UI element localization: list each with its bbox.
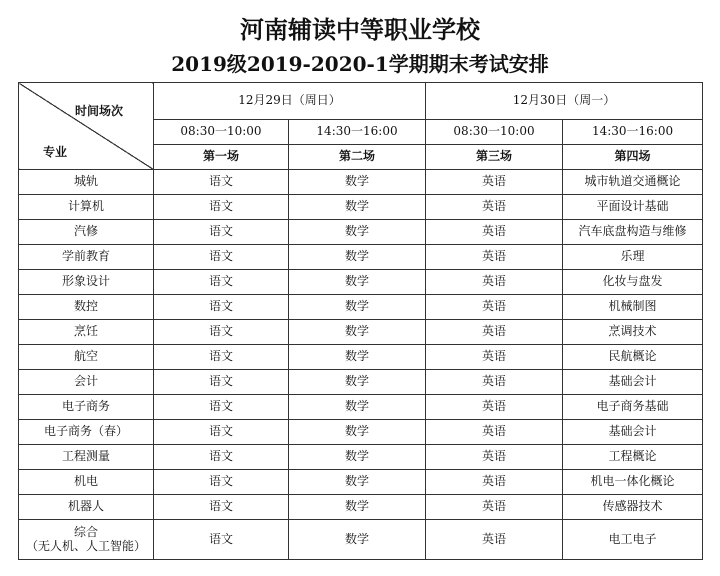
exam-cell: 语文 [154, 320, 289, 345]
exam-cell: 数学 [289, 420, 426, 445]
exam-cell: 英语 [426, 220, 563, 245]
major-cell: 计算机 [19, 195, 154, 220]
exam-cell: 数学 [289, 520, 426, 560]
page-subtitle: 2019级2019-2020-1学期期末考试安排 [171, 52, 549, 76]
exam-cell: 乐理 [563, 245, 703, 270]
exam-cell: 英语 [426, 320, 563, 345]
table-row [19, 270, 703, 295]
exam-cell: 语文 [154, 420, 289, 445]
header-time-3: 08:30一10:00 [426, 120, 563, 145]
exam-cell: 数学 [289, 170, 426, 195]
major-cell: 形象设计 [19, 270, 154, 295]
header-session-2: 第二场 [289, 145, 426, 170]
major-cell: 航空 [19, 345, 154, 370]
major-cell: 电子商务 [19, 395, 154, 420]
exam-cell: 数学 [289, 245, 426, 270]
exam-cell: 英语 [426, 195, 563, 220]
exam-cell: 数学 [289, 320, 426, 345]
header-corner-cell [19, 83, 154, 170]
exam-cell: 工程概论 [563, 445, 703, 470]
exam-cell: 语文 [154, 295, 289, 320]
header-time-2: 14:30一16:00 [289, 120, 426, 145]
major-note: （无人机、人工智能） [25, 538, 146, 553]
exam-cell: 汽车底盘构造与维修 [563, 220, 703, 245]
table-row [19, 245, 703, 270]
table-row [19, 170, 703, 195]
exam-cell: 英语 [426, 495, 563, 520]
exam-cell: 语文 [154, 170, 289, 195]
exam-cell: 传感器技术 [563, 495, 703, 520]
table-row [19, 395, 703, 420]
table-row [19, 495, 703, 520]
exam-cell: 数学 [289, 395, 426, 420]
exam-cell: 语文 [154, 270, 289, 295]
exam-cell: 英语 [426, 395, 563, 420]
exam-cell: 英语 [426, 470, 563, 495]
table-row [19, 445, 703, 470]
table-row [19, 295, 703, 320]
table-row [19, 195, 703, 220]
exam-cell: 平面设计基础 [563, 195, 703, 220]
exam-cell: 英语 [426, 345, 563, 370]
table-row [19, 520, 703, 560]
header-time-4: 14:30一16:00 [563, 120, 703, 145]
exam-cell: 电工电子 [563, 520, 703, 560]
exam-cell: 语文 [154, 495, 289, 520]
exam-cell: 英语 [426, 445, 563, 470]
major-cell: 烹饪 [19, 320, 154, 345]
header-session-1: 第一场 [154, 145, 289, 170]
exam-cell: 数学 [289, 195, 426, 220]
header-date-1: 12月29日（周日） [154, 83, 426, 120]
header-corner-major-label: 专业 [43, 144, 68, 159]
exam-cell: 语文 [154, 445, 289, 470]
major-cell: 会计 [19, 370, 154, 395]
major-cell: 城轨 [19, 170, 154, 195]
header-session-3: 第三场 [426, 145, 563, 170]
exam-cell: 数学 [289, 445, 426, 470]
exam-cell: 语文 [154, 345, 289, 370]
exam-cell: 语文 [154, 470, 289, 495]
major-cell: 数控 [19, 295, 154, 320]
exam-cell: 数学 [289, 295, 426, 320]
table-row [19, 420, 703, 445]
exam-cell: 机械制图 [563, 295, 703, 320]
exam-cell: 烹调技术 [563, 320, 703, 345]
exam-cell: 化妆与盘发 [563, 270, 703, 295]
exam-cell: 数学 [289, 270, 426, 295]
exam-schedule-table [18, 82, 703, 560]
exam-cell: 民航概论 [563, 345, 703, 370]
exam-cell: 数学 [289, 345, 426, 370]
page-title: 河南辅读中等职业学校 [240, 15, 480, 44]
table-row [19, 470, 703, 495]
exam-cell: 语文 [154, 520, 289, 560]
exam-cell: 英语 [426, 170, 563, 195]
header-row-dates [19, 83, 703, 120]
exam-cell: 英语 [426, 520, 563, 560]
exam-cell: 语文 [154, 220, 289, 245]
exam-cell: 电子商务基础 [563, 395, 703, 420]
major-cell: 机器人 [19, 495, 154, 520]
exam-cell: 城市轨道交通概论 [563, 170, 703, 195]
exam-cell: 语文 [154, 395, 289, 420]
header-date-2: 12月30日（周一） [426, 83, 703, 120]
major-cell: 工程测量 [19, 445, 154, 470]
exam-cell: 语文 [154, 370, 289, 395]
exam-cell: 数学 [289, 495, 426, 520]
major-cell: 机电 [19, 470, 154, 495]
table-row [19, 370, 703, 395]
exam-cell: 英语 [426, 370, 563, 395]
exam-cell: 数学 [289, 370, 426, 395]
exam-cell: 英语 [426, 295, 563, 320]
exam-cell: 基础会计 [563, 370, 703, 395]
exam-cell: 语文 [154, 245, 289, 270]
major-cell: 电子商务（春） [19, 420, 154, 445]
exam-cell: 机电一体化概论 [563, 470, 703, 495]
table-row [19, 345, 703, 370]
exam-cell: 数学 [289, 470, 426, 495]
exam-cell: 英语 [426, 270, 563, 295]
exam-cell: 基础会计 [563, 420, 703, 445]
table-row [19, 220, 703, 245]
major-name: 综合 [73, 525, 98, 540]
major-cell: 学前教育 [19, 245, 154, 270]
exam-cell: 语文 [154, 195, 289, 220]
header-corner-time-label: 时间场次 [74, 104, 123, 118]
table-row [19, 320, 703, 345]
header-time-1: 08:30一10:00 [154, 120, 289, 145]
exam-cell: 英语 [426, 420, 563, 445]
header-session-4: 第四场 [563, 145, 703, 170]
exam-cell: 数学 [289, 220, 426, 245]
major-cell-multiline [19, 520, 154, 560]
major-cell: 汽修 [19, 220, 154, 245]
exam-cell: 英语 [426, 245, 563, 270]
